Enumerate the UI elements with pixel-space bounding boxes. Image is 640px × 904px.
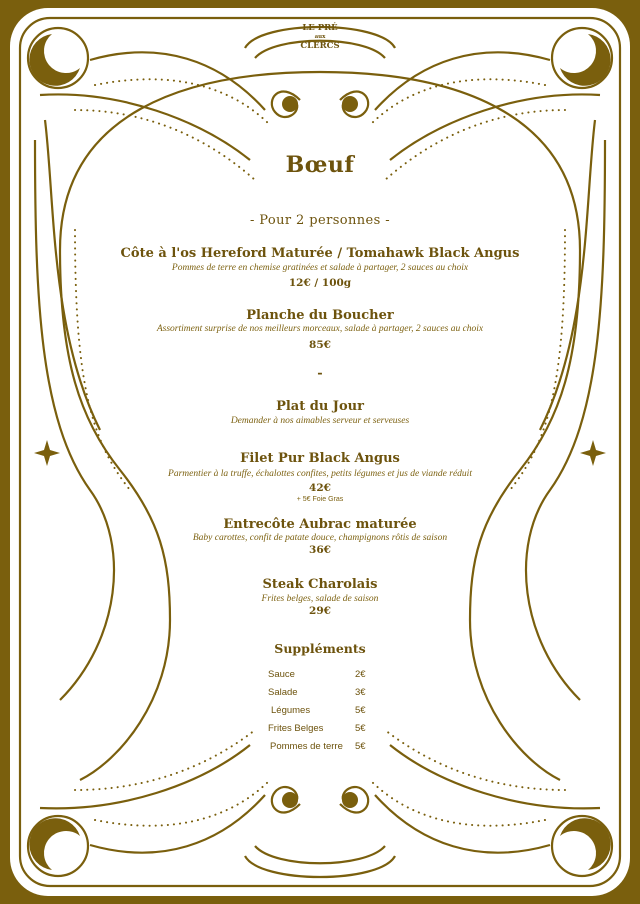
- brand-line-2: aux: [314, 33, 326, 40]
- dish-name: Plat du Jour: [276, 399, 364, 414]
- dish-name: Steak Charolais: [262, 577, 378, 592]
- dish-name: Entrecôte Aubrac maturée: [223, 517, 417, 532]
- dish-description: Frites belges, salade de saison: [261, 594, 379, 604]
- dish-description: Assortiment surprise de nos meilleurs morceaux, salade à partager, 2 sauces au choix: [156, 324, 484, 334]
- dish-price: 12€ / 100g: [288, 277, 352, 289]
- section-heading: - Pour 2 personnes -: [249, 213, 391, 228]
- dish-price: 42€: [309, 482, 331, 494]
- dish-name: Filet Pur Black Angus: [240, 451, 400, 466]
- dish-price: 29€: [309, 605, 331, 617]
- dish-price: 85€: [309, 339, 331, 351]
- supplements-title: Suppléments: [274, 641, 366, 656]
- supplement-name: Salade: [268, 687, 298, 698]
- supplement-name: Sauce: [268, 669, 295, 680]
- separator: -: [317, 366, 323, 381]
- dish-name: Côte à l'os Hereford Maturée / Tomahawk Black Angus: [120, 246, 520, 261]
- supplement-price: 5€: [355, 705, 366, 716]
- dish-name: Planche du Boucher: [246, 308, 394, 323]
- dish-note: + 5€ Foie Gras: [296, 496, 344, 503]
- dish-description: Demander à nos aimables serveur et serveuses: [230, 416, 410, 426]
- supplement-price: 3€: [355, 687, 366, 698]
- supplement-price: 2€: [355, 669, 366, 680]
- supplement-price: 5€: [355, 723, 366, 734]
- supplement-name: Pommes de terre: [270, 741, 343, 752]
- brand-line-1: LE PRÉ: [302, 23, 338, 33]
- dish-description: Pommes de terre en chemise gratinées et salade à partager, 2 sauces au choix: [171, 263, 469, 273]
- supplement-price: 5€: [355, 741, 366, 752]
- brand-line-3: CLERCS: [300, 41, 340, 51]
- brand-logo: [293, 24, 347, 51]
- supplement-name: Légumes: [271, 705, 311, 716]
- dish-price: 36€: [309, 544, 331, 556]
- page-title: Bœuf: [285, 152, 355, 178]
- dish-description: Baby carottes, confit de patate douce, champignons rôtis de saison: [192, 533, 448, 543]
- supplement-name: Frites Belges: [268, 723, 324, 734]
- dish-description: Parmentier à la truffe, échalottes confites, petits légumes et jus de viande réduit: [168, 469, 472, 479]
